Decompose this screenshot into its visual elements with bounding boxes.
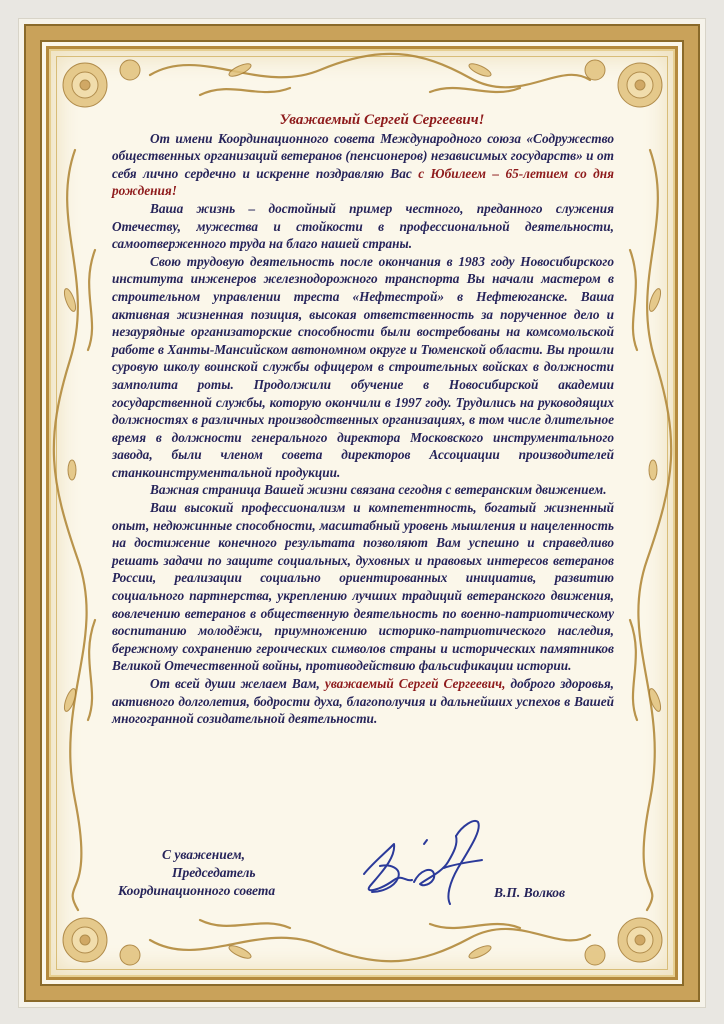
paragraph-veterans: Важная страница Вашей жизни связана сегодня с ветеранским движением.: [150, 482, 607, 498]
salutation: Уважаемый Сергей Сергеевич!: [279, 112, 485, 128]
greeting-text: От имени Координационного совета Международного союза «Содружество общественных организаций ветеранов (пенсионеров) независимых государств» и от себя лично сердечно и искренне поздравляю Вас: [112, 130, 614, 181]
signer-name: В.П. Волков: [494, 885, 566, 900]
paragraph-life: Ваша жизнь – достойный пример честного, преданного служения Отечеству, мужества и стойкости в профессиональной деятельности, самоотверженного труда на благо нашей страны.: [112, 200, 614, 252]
jubilee-highlight: с Юбилеем – 65-летием со дня рождения!: [112, 165, 614, 199]
paragraph-wishes: [112, 675, 614, 728]
letter-body: [112, 112, 614, 728]
chairman-title: Председатель: [172, 865, 256, 880]
wishes-start: От всей души желаем Вам,: [150, 676, 325, 691]
handwritten-signature: [350, 808, 500, 918]
paragraph-career: Свою трудовую деятельность после окончания в 1983 году Новосибирского института инженеров железнодорожного транспорта Вы начали мастером в строительном управлении треста «Нефтестрой» в Нефтеюганске. Ваша активная жизненная позиция, высокая ответственность за порученное дело и незаурядные организаторские способности были востребованы на комсомольской работе в Ханты-Мансийском автономном округе и Тюменской области. Вы прошли суровую школу воинской службы офицером в строительных войсках в должности замполита роты. Продолжили обучение в Новосибирской академии государственной службы, которую окончили в 1997 году. Трудились на руководящих должностях в различных производственных организациях, в том числе длительное время в должности генерального директора Московского инструментального завода, были членом совета директоров Ассоциации производителей станкоинструментальной продукции.: [112, 253, 614, 480]
wishes-end: доброго здоровья, активного долголетия, бодрости духа, благополучия и дальнейших успехов в Вашей многогранной созидательной деятельности.: [112, 676, 615, 727]
council-title: Координационного совета: [118, 883, 276, 898]
wishes-highlight: уважаемый Сергей Сергеевич,: [324, 676, 506, 691]
paragraph-professionalism: Ваш высокий профессионализм и компетентность, богатый жизненный опыт, недюжинные способности, масштабный уровень мышления и нацеленность на достижение конечного результата позволяют Вам успешно и справедливо решать задачи по защите социальных, духовных и правовых интересов ветеранов России, реализации социально ориентированных инициатив, развитию социального партнерства, укреплению лучших традиций ветеранского движения, вовлечению ветеранов в общественную деятельность по военно-патриотическому воспитанию молодёжи, приумножению историко-патриотического наследия, бережному сохранению героических символов страны и исторических памятников Великой Отечественной войны, противодействию фальсификации истории.: [112, 500, 614, 674]
regards-text: С уважением,: [162, 847, 246, 862]
paragraph-greeting: [112, 130, 614, 200]
